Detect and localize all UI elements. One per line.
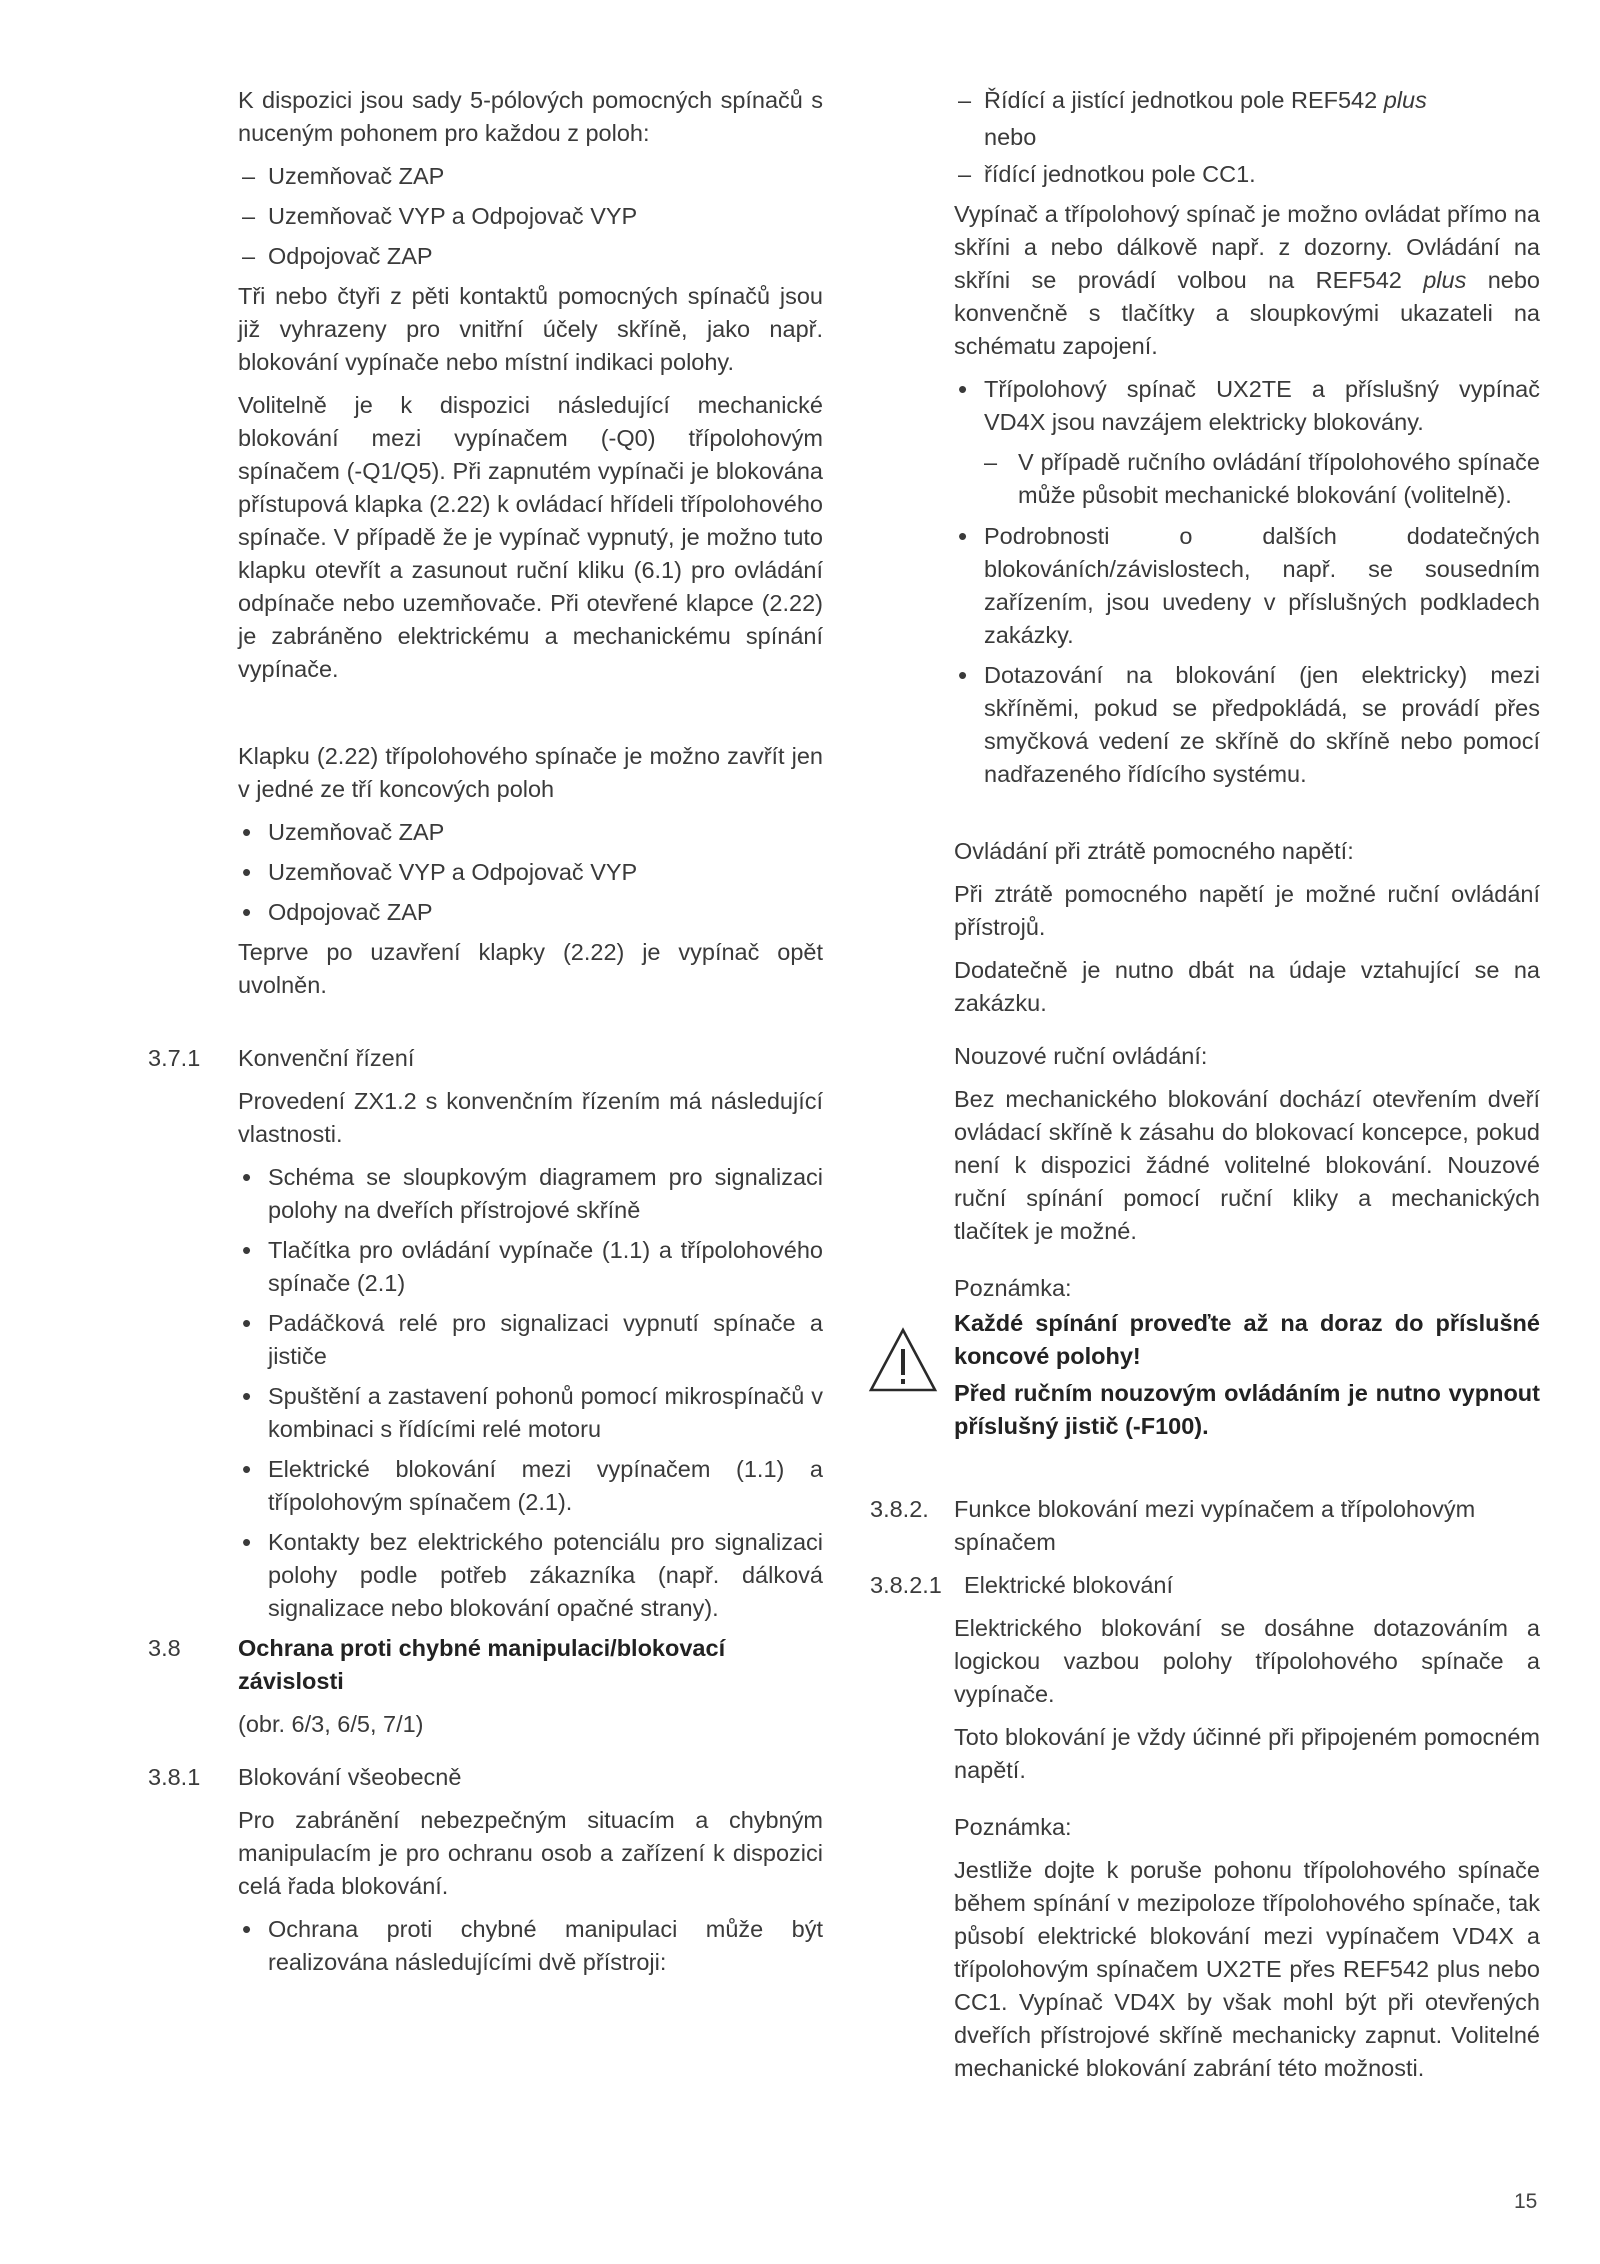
note-label: Poznámka:	[954, 1275, 1072, 1301]
list-item	[954, 84, 1540, 117]
list-item: • Kontakty bez elektrického potenciálu pro signalizaci polohy podle potřeb zákazníka (např. dálková signalizace nebo blokování opačné strany).	[238, 1526, 823, 1625]
device-ref542-text: Řídící a jistící jednotkou pole REF542	[984, 87, 1384, 113]
paragraph-optional-interlock: Volitelně je k dispozici následující mechanické blokování mezi vypínačem (-Q0) třípolohovým spínačem (-Q1/Q5). Při zapnutém vypínači je blokována přístupová klapka (2.22) k ovládací hřídeli třípolohového spínače. V případě že je vypínač vypnutý, je možno tuto klapku otevřít a zasunout ruční kliku (6.1) pro ovládání odpínače nebo uzemňovače. Při otevřené klapce (2.22) je zabráněno elektrickému a mechanickému spínání vypínače.	[238, 392, 823, 682]
list-item: – V případě ručního ovládání třípolohového spínače může působit mechanické blokování (volitelně).	[954, 446, 1540, 512]
paragraph-flap: Klapku (2.22) třípolohového spínače je možno zavřít jen v jedné ze tří koncových poloh	[238, 743, 823, 802]
list-item: • Elektrické blokování mezi vypínačem (1.1) a třípolohovým spínačem (2.1).	[238, 1453, 823, 1519]
figure-reference: (obr. 6/3, 6/5, 7/1)	[238, 1711, 424, 1737]
or-text: nebo	[984, 124, 1037, 150]
section-3-8-heading	[148, 1632, 823, 1698]
warning-block	[954, 1307, 1540, 1443]
control-text-a: Vypínač a třípolohový spínač je možno ovládat přímo na skříni a nebo dálkově např. z dozorny. Ovládání na skříni se provádí volbou na REF542	[954, 201, 1540, 293]
section-title: Elektrické blokování	[964, 1572, 1173, 1598]
section-number: 3.7.1	[148, 1045, 201, 1071]
flap-position-list	[238, 816, 823, 929]
section-number: 3.8.2.	[870, 1496, 929, 1522]
list-item: – řídící jednotkou pole CC1.	[954, 158, 1540, 191]
paragraph-aux-loss: Při ztrátě pomocného napětí je možné ruční ovládání přístrojů.	[954, 881, 1540, 940]
paragraph-aux-switches: K dispozici jsou sady 5-pólových pomocných spínačů s nuceným pohonem pro každou z poloh:	[238, 87, 823, 146]
section-title: Blokování všeobecně	[238, 1764, 462, 1790]
paragraph-conventional-intro: Provedení ZX1.2 s konvenčním řízením má následující vlastnosti.	[238, 1088, 823, 1147]
section-number: 3.8	[148, 1635, 181, 1661]
page-number: 15	[1514, 2190, 1538, 2213]
paragraph-emergency: Bez mechanického blokování dochází otevřením dveří ovládací skříně k zásahu do blokovací koncepce, pokud není k dispozici žádné volitelné blokování. Nouzové ruční spínání pomocí ruční kliky a mechanických tlačítek je možné.	[954, 1086, 1540, 1244]
paragraph-electrical-interlock: Elektrického blokování se dosáhne dotazováním a logickou vazbou polohy třípolohového spínače a vypínače.	[954, 1615, 1540, 1707]
list-item: • Třípolohový spínač UX2TE a příslušný vypínač VD4X jsou navzájem elektricky blokovány.	[954, 373, 1540, 439]
aux-position-list	[238, 160, 823, 273]
list-item: • Tlačítka pro ovládání vypínače (1.1) a třípolohového spínače (2.1)	[238, 1234, 823, 1300]
aux-loss-title: Ovládání při ztrátě pomocného napětí:	[954, 838, 1354, 864]
section-title: Funkce blokování mezi vypínačem a třípolohovým spínačem	[954, 1496, 1476, 1555]
right-column	[870, 84, 1540, 2095]
paragraph-aux-loss-order: Dodatečně je nutno dbát na údaje vztahující se na zakázku.	[954, 957, 1540, 1016]
conventional-features-list	[238, 1161, 823, 1625]
list-item: – Odpojovač ZAP	[238, 240, 823, 273]
paragraph-note-fault: Jestliže dojte k poruše pohonu třípolohového spínače během spínání v mezipoloze třípolohového spínače, tak působí elektrické blokování mezi vypínačem VD4X a třípolohovým spínačem UX2TE přes REF542 plus nebo CC1. Vypínač VD4X by však mohl být při otevřených dveřích přístrojové skříně mechanicky zapnut. Volitelné mechanické blokování zabrání této možnosti.	[954, 1857, 1540, 2081]
list-item: • Uzemňovač VYP a Odpojovač VYP	[238, 856, 823, 889]
list-item: • Uzemňovač ZAP	[238, 816, 823, 849]
paragraph-reserved-contacts: Tři nebo čtyři z pěti kontaktů pomocných spínačů jsou již vyhrazeny pro vnitřní účely skříně, jako např. blokování vypínače nebo místní indikaci polohy.	[238, 283, 823, 375]
paragraph-control	[954, 198, 1540, 363]
list-item: • Ochrana proti chybné manipulaci může být realizována následujícími dvě přístroji:	[238, 1913, 823, 1979]
plus-italic: plus	[1423, 267, 1467, 293]
list-item: • Dotazování na blokování (jen elektricky) mezi skříněmi, pokud se předpokládá, se provádí přes smyčková vedení ze skříně do skříně nebo pomocí nadřazeného řídícího systému.	[954, 659, 1540, 791]
section-3-8-1-heading	[148, 1761, 823, 1794]
list-item: • Padáčková relé pro signalizaci vypnutí spínače a jističe	[238, 1307, 823, 1373]
plus-italic: plus	[1383, 87, 1427, 113]
section-title: Ochrana proti chybné manipulaci/blokovací závislosti	[238, 1635, 726, 1694]
note-label: Poznámka:	[954, 1814, 1072, 1840]
list-item: – Uzemňovač VYP a Odpojovač VYP	[238, 200, 823, 233]
paragraph-interlock-general: Pro zabránění nebezpečným situacím a chybným manipulacím je pro ochranu osob a zařízení k dispozici celá řada blokování.	[238, 1807, 823, 1899]
list-item: • Schéma se sloupkovým diagramem pro signalizaci polohy na dveřích přístrojové skříně	[238, 1161, 823, 1227]
list-item: • Odpojovač ZAP	[238, 896, 823, 929]
paragraph-released: Teprve po uzavření klapky (2.22) je vypínač opět uvolněn.	[238, 939, 823, 998]
section-3-7-1-heading	[148, 1042, 823, 1075]
control-text-b: nebo konvenčně s tlačítky a sloupkovými ukazateli na schématu zapojení.	[954, 267, 1540, 359]
list-item: • Podrobnosti o dalších dodatečných blokováních/závislostech, např. se sousedním zařízením, jsou uvedeny v příslušných podkladech zakázky.	[954, 520, 1540, 652]
section-3-8-2-1-heading	[870, 1569, 1540, 1602]
section-title: Konvenční řízení	[238, 1045, 415, 1071]
section-number: 3.8.1	[148, 1764, 201, 1790]
paragraph-interlock-effective: Toto blokování je vždy účinné při připojeném pomocném napětí.	[954, 1724, 1540, 1783]
section-3-8-2-heading	[870, 1493, 1540, 1559]
left-column	[148, 84, 823, 1986]
warning-triangle-icon	[868, 1327, 938, 1393]
list-item: • Spuštění a zastavení pohonů pomocí mikrospínačů v kombinaci s řídícími relé motoru	[238, 1380, 823, 1446]
warning-text: Před ručním nouzovým ovládáním je nutno vypnout příslušný jistič (-F100).	[954, 1380, 1540, 1439]
warning-text: Každé spínání proveďte až na doraz do příslušné koncové polohy!	[954, 1310, 1540, 1369]
list-item: – Uzemňovač ZAP	[238, 160, 823, 193]
section-number: 3.8.2.1	[870, 1572, 942, 1598]
emergency-title: Nouzové ruční ovládání:	[954, 1043, 1208, 1069]
